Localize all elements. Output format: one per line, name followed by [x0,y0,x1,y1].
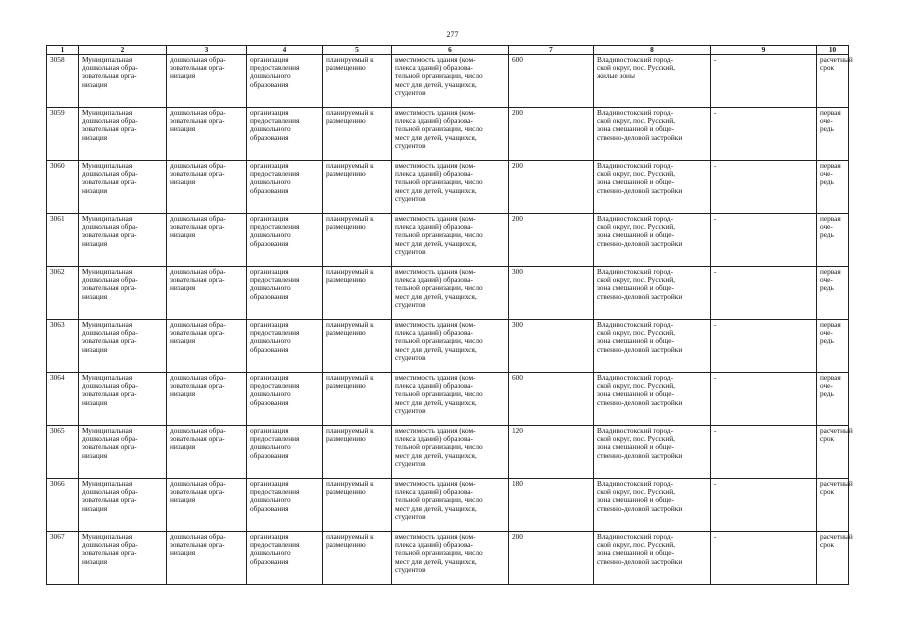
table-row [47,479,849,532]
term-cell: первая оче- редь [817,108,849,161]
object-name-cell: Муниципальная дошкольная обра- зовательная орга- низация [79,320,167,373]
location-cell: Владивостокский город- ской округ, пос. Русский, зона смешанной и обще- ственно-деловой застройки [594,373,711,426]
zone-cell: - [711,479,817,532]
zone-cell: - [711,108,817,161]
column-header: 9 [711,46,817,55]
term-cell: первая оче- редь [817,214,849,267]
object-type-cell: дошкольная обра- зовательная орга- низация [167,55,247,108]
term-cell: первая оче- редь [817,267,849,320]
row-number-cell: 3067 [47,532,79,585]
status-cell: планируемый к размещению [323,267,392,320]
status-cell: планируемый к размещению [323,320,392,373]
location-cell: Владивостокский город- ской округ, пос. Русский, зона смешанной и обще- ственно-деловой застройки [594,320,711,373]
table-row [47,214,849,267]
capacity-cell: 300 [509,320,594,373]
status-cell: планируемый к размещению [323,55,392,108]
object-name-cell: Муниципальная дошкольная обра- зовательная орга- низация [79,55,167,108]
location-cell: Владивостокский город- ской округ, пос. Русский, зона смешанной и обще- ственно-деловой застройки [594,108,711,161]
zone-cell: - [711,320,817,373]
status-cell: планируемый к размещению [323,108,392,161]
object-type-cell: дошкольная обра- зовательная орга- низация [167,479,247,532]
characteristic-cell: вместимость здания (ком- плекса зданий) образова- тельной организации, число мест для детей, учащихся, студентов [392,532,509,585]
row-number-cell: 3061 [47,214,79,267]
characteristic-cell: вместимость здания (ком- плекса зданий) образова- тельной организации, число мест для детей, учащихся, студентов [392,479,509,532]
characteristic-cell: вместимость здания (ком- плекса зданий) образова- тельной организации, число мест для детей, учащихся, студентов [392,108,509,161]
purpose-cell: организация предоставления дошкольного образования [247,373,323,426]
object-name-cell: Муниципальная дошкольная обра- зовательная орга- низация [79,373,167,426]
column-header: 2 [79,46,167,55]
object-name-cell: Муниципальная дошкольная обра- зовательная орга- низация [79,161,167,214]
table-row [47,55,849,108]
purpose-cell: организация предоставления дошкольного образования [247,55,323,108]
zone-cell: - [711,214,817,267]
object-name-cell: Муниципальная дошкольная обра- зовательная орга- низация [79,479,167,532]
table-row [47,161,849,214]
column-header: 8 [594,46,711,55]
column-header: 1 [47,46,79,55]
table-row [47,426,849,479]
row-number-cell: 3066 [47,479,79,532]
column-header: 10 [817,46,849,55]
capacity-cell: 200 [509,532,594,585]
location-cell: Владивостокский город- ской округ, пос. Русский, зона смешанной и обще- ственно-деловой застройки [594,426,711,479]
term-cell: первая оче- редь [817,373,849,426]
zone-cell: - [711,161,817,214]
zone-cell: - [711,55,817,108]
object-type-cell: дошкольная обра- зовательная орга- низация [167,532,247,585]
capacity-cell: 600 [509,373,594,426]
capacity-cell: 180 [509,479,594,532]
term-cell: первая оче- редь [817,320,849,373]
status-cell: планируемый к размещению [323,426,392,479]
row-number-cell: 3062 [47,267,79,320]
status-cell: планируемый к размещению [323,373,392,426]
purpose-cell: организация предоставления дошкольного образования [247,267,323,320]
object-name-cell: Муниципальная дошкольная обра- зовательная орга- низация [79,426,167,479]
term-cell: первая оче- редь [817,161,849,214]
object-type-cell: дошкольная обра- зовательная орга- низация [167,267,247,320]
object-type-cell: дошкольная обра- зовательная орга- низация [167,214,247,267]
row-number-cell: 3065 [47,426,79,479]
purpose-cell: организация предоставления дошкольного образования [247,161,323,214]
table-row [47,108,849,161]
capacity-cell: 200 [509,214,594,267]
capacity-cell: 200 [509,108,594,161]
term-cell: расчетный срок [817,426,849,479]
table-row [47,532,849,585]
location-cell: Владивостокский город- ской округ, пос. Русский, зона смешанной и обще- ственно-деловой застройки [594,161,711,214]
purpose-cell: организация предоставления дошкольного образования [247,532,323,585]
object-type-cell: дошкольная обра- зовательная орга- низация [167,320,247,373]
characteristic-cell: вместимость здания (ком- плекса зданий) образова- тельной организации, число мест для детей, учащихся, студентов [392,373,509,426]
object-name-cell: Муниципальная дошкольная обра- зовательная орга- низация [79,532,167,585]
status-cell: планируемый к размещению [323,214,392,267]
capacity-cell: 120 [509,426,594,479]
status-cell: планируемый к размещению [323,161,392,214]
row-number-cell: 3064 [47,373,79,426]
column-header: 6 [392,46,509,55]
capacity-cell: 300 [509,267,594,320]
location-cell: Владивостокский город- ской округ, пос. Русский, жилые зоны [594,55,711,108]
column-header: 4 [247,46,323,55]
object-type-cell: дошкольная обра- зовательная орга- низация [167,426,247,479]
characteristic-cell: вместимость здания (ком- плекса зданий) образова- тельной организации, число мест для детей, учащихся, студентов [392,267,509,320]
status-cell: планируемый к размещению [323,532,392,585]
header-row [47,46,849,55]
capacity-cell: 200 [509,161,594,214]
page-number: 277 [446,30,459,39]
purpose-cell: организация предоставления дошкольного образования [247,479,323,532]
term-cell: расчетный срок [817,55,849,108]
facilities-table [46,45,853,585]
column-header: 3 [167,46,247,55]
object-type-cell: дошкольная обра- зовательная орга- низация [167,108,247,161]
characteristic-cell: вместимость здания (ком- плекса зданий) образова- тельной организации, число мест для детей, учащихся, студентов [392,55,509,108]
status-cell: планируемый к размещению [323,479,392,532]
characteristic-cell: вместимость здания (ком- плекса зданий) образова- тельной организации, число мест для детей, учащихся, студентов [392,320,509,373]
location-cell: Владивостокский город- ской округ, пос. Русский, зона смешанной и обще- ственно-деловой застройки [594,479,711,532]
table-row [47,373,849,426]
zone-cell: - [711,267,817,320]
row-number-cell: 3063 [47,320,79,373]
object-name-cell: Муниципальная дошкольная обра- зовательная орга- низация [79,267,167,320]
characteristic-cell: вместимость здания (ком- плекса зданий) образова- тельной организации, число мест для детей, учащихся, студентов [392,161,509,214]
capacity-cell: 600 [509,55,594,108]
zone-cell: - [711,373,817,426]
object-name-cell: Муниципальная дошкольная обра- зовательная орга- низация [79,108,167,161]
location-cell: Владивостокский город- ской округ, пос. Русский, зона смешанной и обще- ственно-деловой застройки [594,214,711,267]
term-cell: расчетный срок [817,532,849,585]
location-cell: Владивостокский город- ской округ, пос. Русский, зона смешанной и обще- ственно-деловой застройки [594,532,711,585]
object-type-cell: дошкольная обра- зовательная орга- низация [167,373,247,426]
characteristic-cell: вместимость здания (ком- плекса зданий) образова- тельной организации, число мест для детей, учащихся, студентов [392,426,509,479]
table-row [47,320,849,373]
purpose-cell: организация предоставления дошкольного образования [247,214,323,267]
column-header: 7 [509,46,594,55]
purpose-cell: организация предоставления дошкольного образования [247,426,323,479]
location-cell: Владивостокский город- ской округ, пос. Русский, зона смешанной и обще- ственно-деловой застройки [594,267,711,320]
zone-cell: - [711,426,817,479]
characteristic-cell: вместимость здания (ком- плекса зданий) образова- тельной организации, число мест для детей, учащихся, студентов [392,214,509,267]
object-name-cell: Муниципальная дошкольная обра- зовательная орга- низация [79,214,167,267]
row-number-cell: 3058 [47,55,79,108]
row-number-cell: 3060 [47,161,79,214]
row-number-cell: 3059 [47,108,79,161]
object-type-cell: дошкольная обра- зовательная орга- низация [167,161,247,214]
purpose-cell: организация предоставления дошкольного образования [247,108,323,161]
purpose-cell: организация предоставления дошкольного образования [247,320,323,373]
zone-cell: - [711,532,817,585]
column-header: 5 [323,46,392,55]
table-row [47,267,849,320]
term-cell: расчетный срок [817,479,849,532]
